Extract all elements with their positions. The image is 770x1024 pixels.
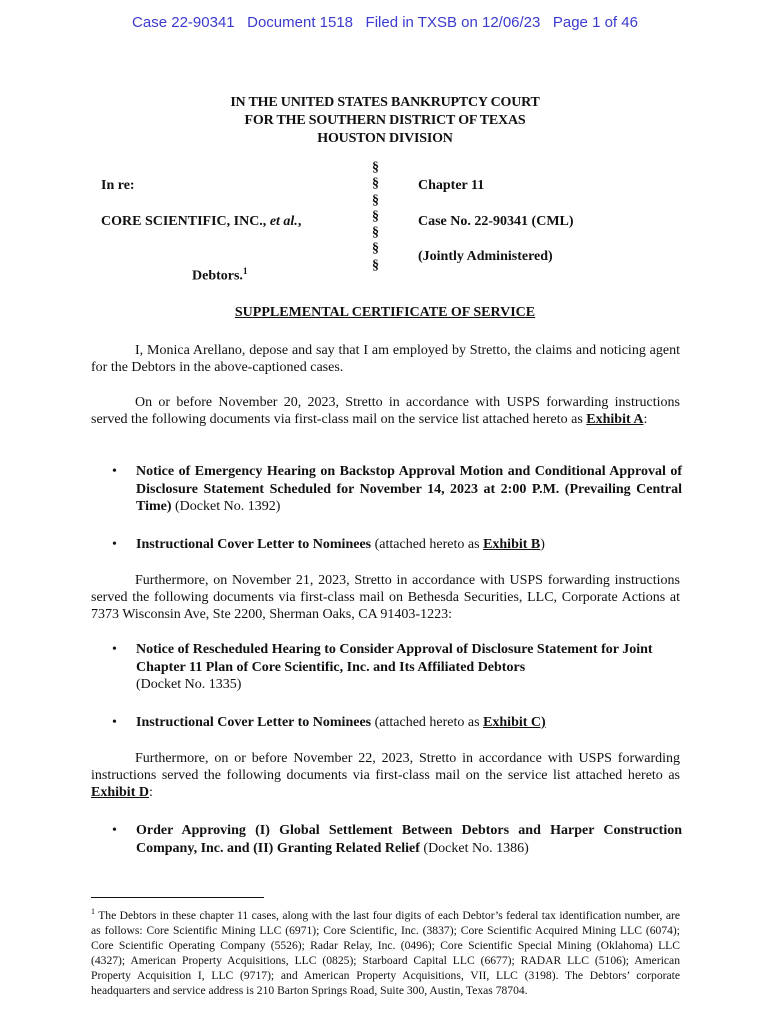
exhibit-c-ref: Exhibit C) <box>483 715 546 730</box>
et-al: et al. <box>269 214 298 229</box>
court-line-3: HOUSTON DIVISION <box>317 131 453 146</box>
section-symbol: § <box>372 241 379 257</box>
paragraph-1: I, Monica Arellano, depose and say that I am employed by Stretto, the claims and noticing agent for the Debtors in the above-captioned cases. <box>91 343 680 375</box>
section-symbol-column <box>372 160 384 274</box>
bullet-1-docket: (Docket No. 1392) <box>171 499 281 514</box>
bullet-4-bold: Instructional Cover Letter to Nominees <box>136 715 372 730</box>
section-symbol: § <box>372 208 379 224</box>
bullet-5-docket: (Docket No. 1386) <box>419 840 529 856</box>
footnote-mark: 1 <box>91 907 95 916</box>
court-heading <box>0 94 770 148</box>
section-symbol: § <box>372 192 379 208</box>
section-symbol: § <box>372 160 379 175</box>
footnote-divider <box>91 897 264 898</box>
exhibit-a-ref: Exhibit A <box>586 412 644 427</box>
section-symbol: § <box>372 176 379 192</box>
paragraph-2 <box>91 394 680 428</box>
paragraph-4-end: : <box>148 785 153 800</box>
bullet-3-text <box>136 641 682 694</box>
bullet-4-normal: (attached hereto as <box>371 715 484 730</box>
jointly-administered: (Jointly Administered) <box>418 249 553 264</box>
court-line-2: FOR THE SOUTHERN DISTRICT OF TEXAS <box>244 113 526 128</box>
paragraph-4 <box>91 750 680 801</box>
bullet-icon: • <box>112 537 117 552</box>
footnote-text: The Debtors in these chapter 11 cases, along with the last four digits of each Debtor’s federal tax identification number, are as follows: Core Scientific Mining LLC (6971); Core Scientific, Inc. (3837); Core Scientific Acquired Mining LLC (6074); Core Scientific Operating Company (5526); Radar Relay, Inc. (0496); Core Scientific Special Mining (Oklahoma) LLC (4327); American Property Acquisitions, LLC (0825); Starboard Capital LLC (6677); RADAR LLC (5106); American Property Acquisition I, LLC (9717); and American Property Acquisitions, VII, LLC (3198). The Debtors’ corporate headquarters and service address is 210 Barton Springs Road, Suite 300, Austin, Texas 78704. <box>91 908 680 997</box>
section-symbol: § <box>372 225 379 241</box>
footnote <box>91 904 680 998</box>
exhibit-b-ref: Exhibit B <box>483 537 541 552</box>
bullet-2-normal: (attached hereto as <box>371 537 484 552</box>
paragraph-3: Furthermore, on November 21, 2023, Stretto in accordance with USPS forwarding instructions served the following documents via first-class mail on Bethesda Securities, LLC, Corporate Actions at 7373 Wisconsin Ave, Ste 2200, Sherman Oaks, CA 91403-1223: <box>91 573 680 622</box>
debtors-text: Debtors. <box>192 268 243 284</box>
paragraph-2-text: On or before November 20, 2023, Stretto in accordance with USPS forwarding instructions served the following documents via first-class mail on the service list attached hereto as <box>91 395 680 427</box>
bullet-3-bold: Notice of Rescheduled Hearing to Consider Approval of Disclosure Statement for Joint Chapter 11 Plan of Core Scientific, Inc. and Its Affiliated Debtors <box>136 642 653 675</box>
bullet-3-docket: (Docket No. 1335) <box>136 677 242 692</box>
footnote-ref: 1 <box>242 266 248 276</box>
chapter-label: Chapter 11 <box>418 178 485 193</box>
document-title: SUPPLEMENTAL CERTIFICATE OF SERVICE <box>234 305 536 320</box>
debtor-name <box>101 214 301 230</box>
bullet-icon: • <box>112 823 117 838</box>
in-re-label: In re: <box>101 178 135 193</box>
bullet-2-text <box>136 536 682 554</box>
paragraph-4-text: Furthermore, on or before November 22, 2023, Stretto in accordance with USPS forwarding instructions served the following documents via first-class mail on the service list attached hereto as <box>91 751 680 783</box>
section-symbol: § <box>372 257 379 273</box>
bullet-2-end: ) <box>540 537 545 552</box>
paragraph-2-end: : <box>643 412 648 427</box>
case-number: Case No. 22-90341 (CML) <box>418 214 574 229</box>
exhibit-d-ref: Exhibit D <box>91 785 149 800</box>
debtor-name-text: CORE SCIENTIFIC, INC., <box>101 214 267 229</box>
filing-header: Case 22-90341 Document 1518 Filed in TXSB on 12/06/23 Page 1 of 46 <box>132 14 638 31</box>
bullet-1-text <box>136 463 682 516</box>
bullet-5-text <box>136 822 682 857</box>
bullet-4-text <box>136 714 682 732</box>
bullet-5-bold: Order Approving (I) Global Settlement Between Debtors and Harper Construction Company, Inc. and (II) Granting Related Relief <box>136 823 682 856</box>
bullet-icon: • <box>112 715 117 730</box>
bullet-icon: • <box>112 464 117 479</box>
bullet-icon: • <box>112 642 117 657</box>
bullet-2-bold: Instructional Cover Letter to Nominees <box>136 537 372 552</box>
bullet-1-bold: Notice of Emergency Hearing on Backstop Approval Motion and Conditional Approval of Disclosure Statement Scheduled for November 14, 2023 at 2:00 P.M. (Prevailing Central Time) <box>136 464 682 514</box>
debtor-comma: , <box>297 214 302 229</box>
debtors-label <box>192 266 247 285</box>
court-line-1: IN THE UNITED STATES BANKRUPTCY COURT <box>230 95 540 110</box>
